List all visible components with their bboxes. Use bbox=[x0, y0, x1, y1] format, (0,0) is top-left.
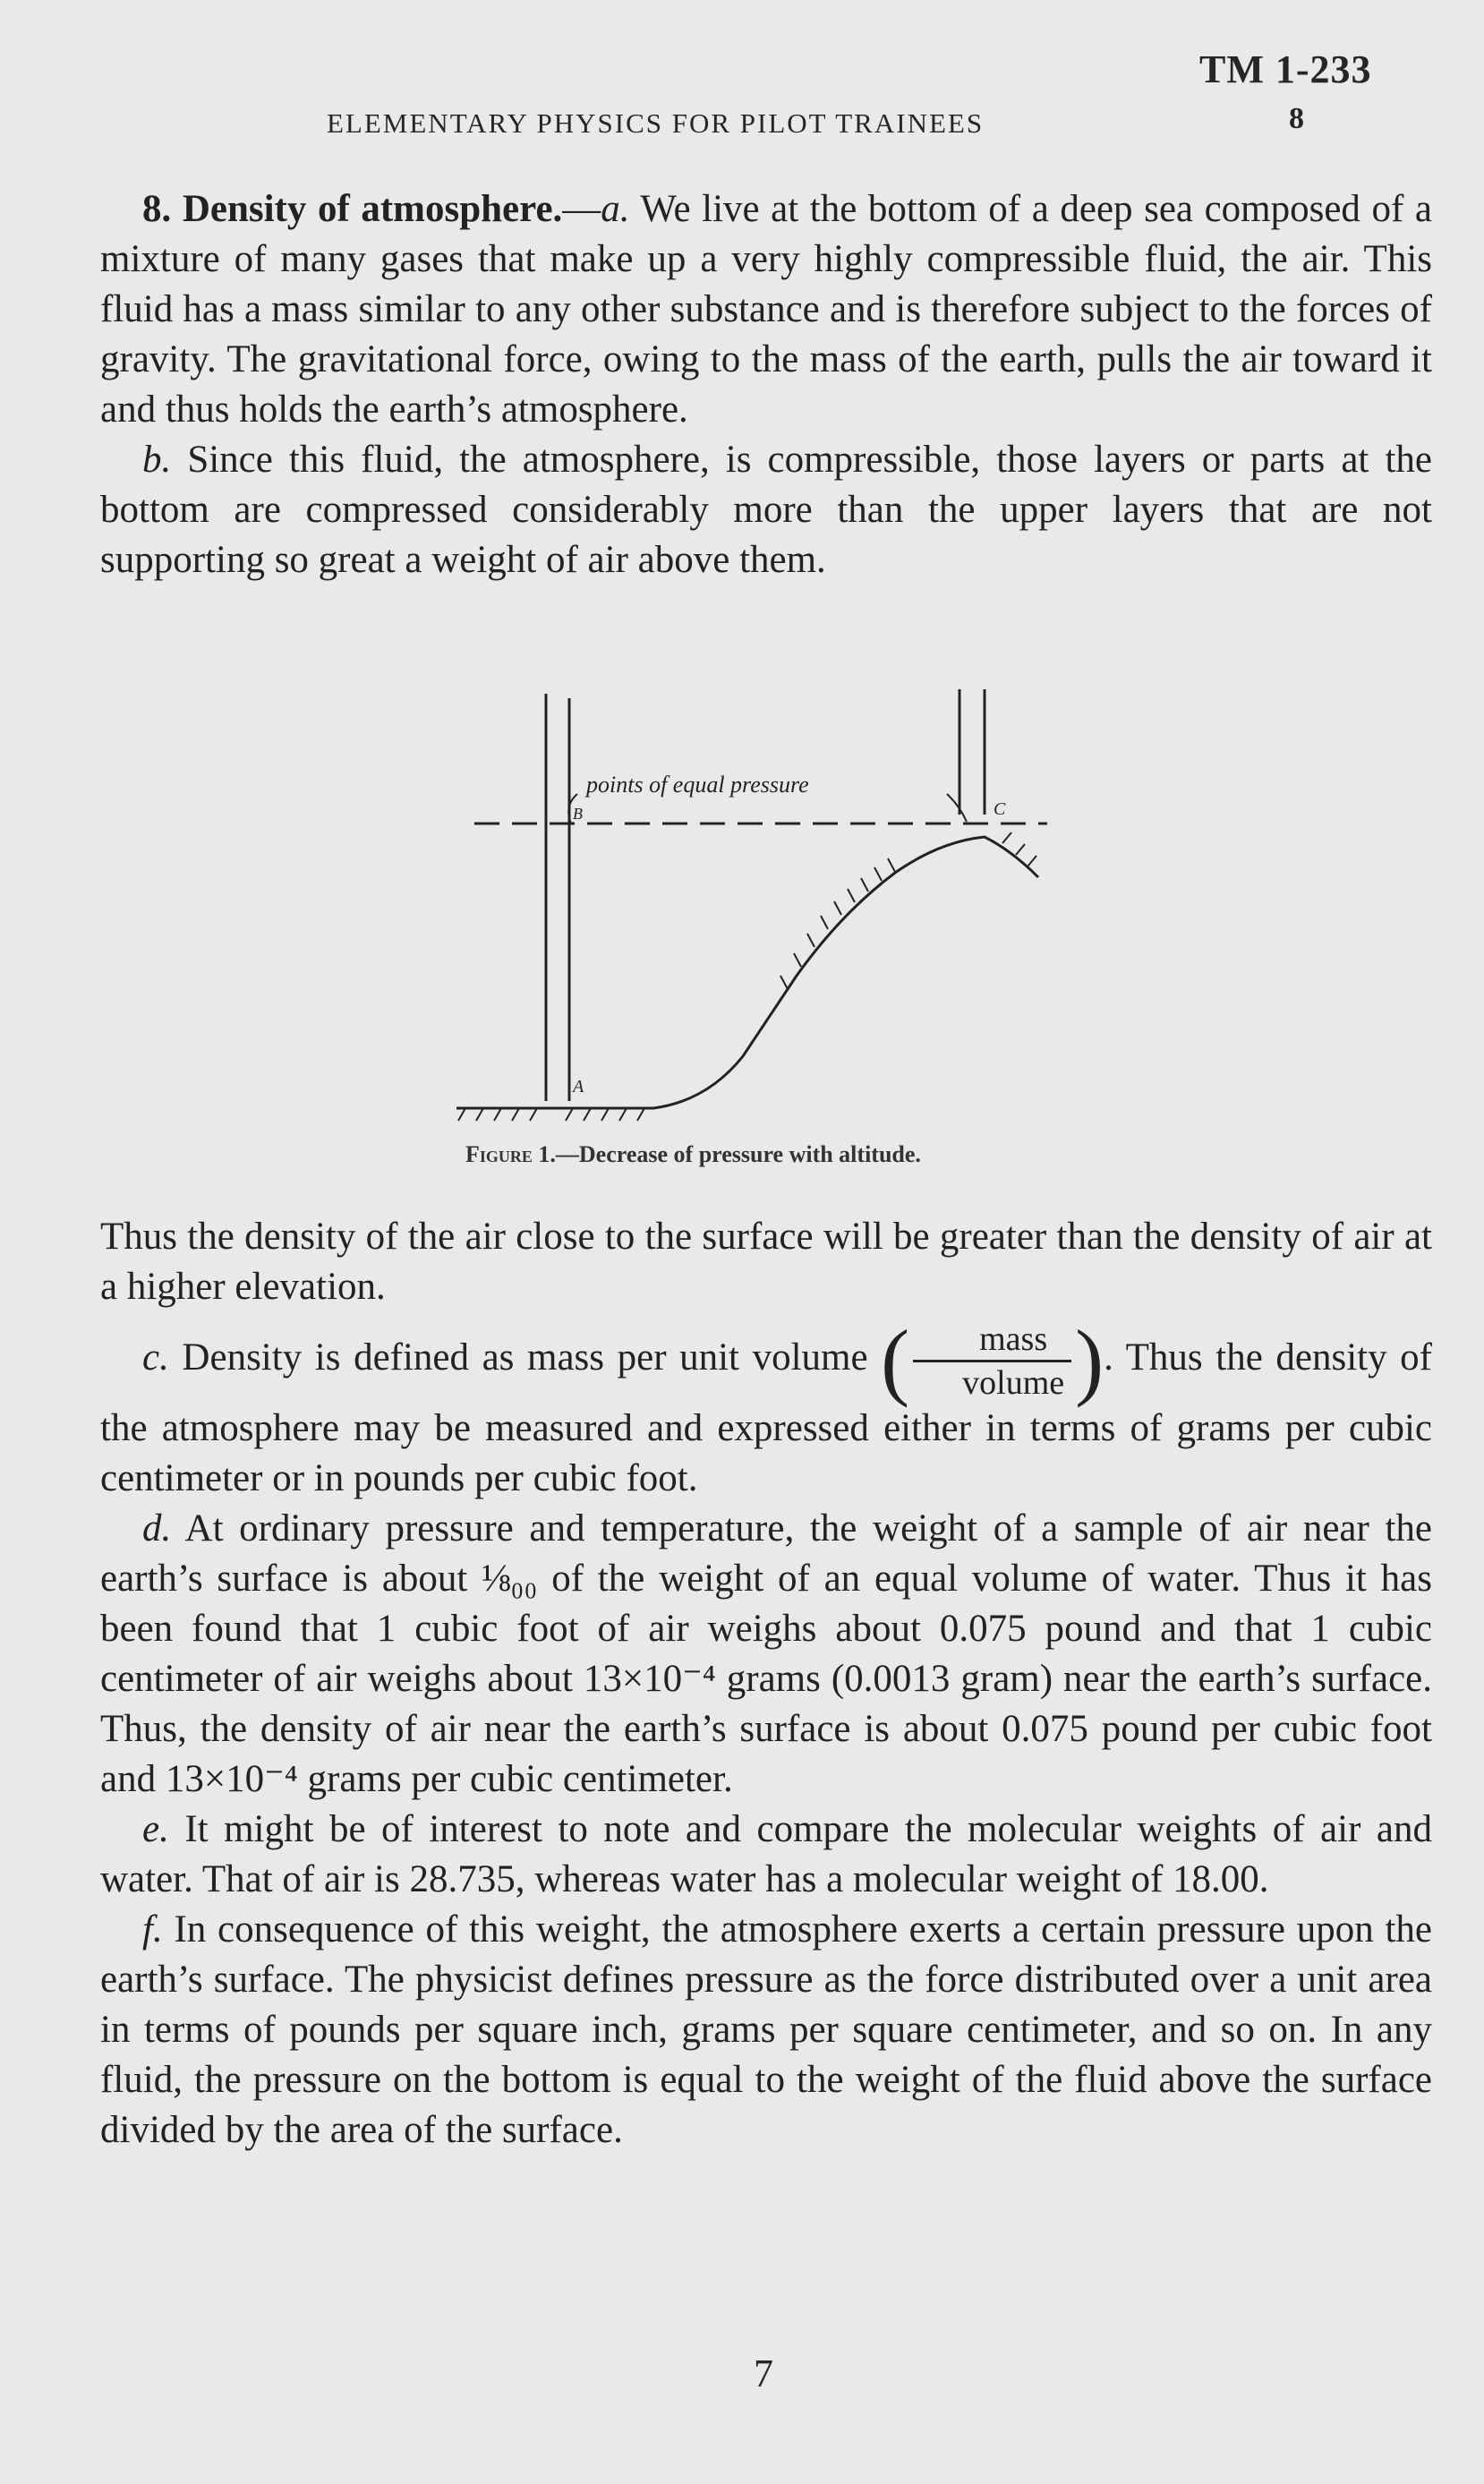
para-c-text-2: . Thus the density of the atmosphere may be measured and expressed either in terms of grams per cubic centimeter or in pounds per cubic foot. bbox=[100, 1336, 1433, 1499]
para-c-label: c. bbox=[142, 1336, 169, 1379]
text-block-top bbox=[100, 184, 1432, 585]
section-title: 8. Density of atmosphere. bbox=[142, 188, 563, 230]
para-a-label: a. bbox=[601, 188, 630, 230]
paragraph-after-figure: Thus the density of the air close to the surface will be greater than the density of air at a higher elevation. bbox=[100, 1216, 1432, 1308]
running-title: ELEMENTARY PHYSICS FOR PILOT TRAINEES bbox=[327, 107, 985, 139]
section-number: 8 bbox=[1289, 102, 1304, 135]
para-a-text: We live at the bottom of a deep sea composed of a mixture of many gases that make up a very highly compressible fluid, the air. This fluid has a mass similar to any other substance and is therefore subject to the forces of gravity. The gravitational force, owing to the mass of the earth, pulls the air toward it and thus holds the earth’s atmosphere. bbox=[100, 188, 1432, 431]
para-d-text: At ordinary pressure and temperature, the weight of a sample of air near the earth’s surface is about ⅛₀₀ of the weight of an equal volume of water. Thus it has been found that 1 cubic foot of air weighs about 0.075 pound and that 1 cubic centimeter of air weighs about 13×10⁻⁴ grams (0.0013 gram) near the earth’s surface. Thus, the density of air near the earth’s surface is about 0.075 pound per cubic foot and 13×10⁻⁴ grams per cubic centimeter. bbox=[100, 1507, 1432, 1800]
para-c-text-1: Density is defined as mass per unit volume bbox=[168, 1336, 882, 1379]
figure-annotation: points of equal pressure bbox=[586, 772, 809, 798]
fraction-denominator: volume bbox=[962, 1363, 1065, 1402]
label-a: A bbox=[573, 1077, 584, 1097]
para-e-label: e. bbox=[142, 1808, 169, 1850]
label-b: B bbox=[573, 805, 583, 823]
figure-caption bbox=[465, 1141, 921, 1168]
para-f-label: f. bbox=[142, 1908, 163, 1950]
paragraph-b bbox=[100, 435, 1432, 585]
paragraph-a bbox=[100, 184, 1432, 435]
page-number: 7 bbox=[754, 2352, 773, 2395]
paragraph-e bbox=[100, 1805, 1432, 1905]
paragraph-f bbox=[100, 1905, 1432, 2155]
text-block-bottom bbox=[100, 1212, 1432, 2155]
para-f-text: In consequence of this weight, the atmosphere exerts a certain pressure upon the earth’s surface. The physicist defines pressure as the force distributed over a unit area in terms of pounds per square inch, grams per square centimeter, and so on. In any fluid, the pressure on the bottom is equal to the weight of the fluid above the surface divided by the area of the surface. bbox=[100, 1908, 1432, 2151]
caption-prefix: Figure 1. bbox=[465, 1141, 556, 1167]
caption-text: —Decrease of pressure with altitude. bbox=[555, 1141, 921, 1167]
pressure-altitude-diagram bbox=[430, 680, 1056, 1146]
figure-1 bbox=[430, 680, 1056, 1146]
tm-number: TM 1-233 bbox=[1199, 47, 1372, 91]
paragraph-c: c. Density is defined as mass per unit volume ( $\frac{\text{mass}}{\text{volume}}$ ). Thus the density of the atmosphere may be measured and expressed either in terms of grams per cubic centimeter or in pounds per cubic foot. bbox=[100, 1312, 1433, 1499]
section-dash: — bbox=[562, 188, 601, 230]
paragraph-d bbox=[100, 1504, 1432, 1805]
label-c: C bbox=[994, 799, 1006, 819]
para-b-text: Since this fluid, the atmosphere, is compressible, those layers or parts at the bottom are compressed considerably more than the upper layers that are not supporting so great a weight of air above them. bbox=[100, 439, 1432, 581]
mass-volume-fraction bbox=[913, 1319, 1071, 1404]
fraction-numerator: mass bbox=[913, 1319, 1071, 1362]
para-b-label: b. bbox=[142, 439, 172, 481]
para-d-label: d. bbox=[142, 1507, 172, 1549]
para-e-text: It might be of interest to note and compare the molecular weights of air and water. That of air is 28.735, whereas water has a molecular weight of 18.00. bbox=[100, 1808, 1432, 1900]
